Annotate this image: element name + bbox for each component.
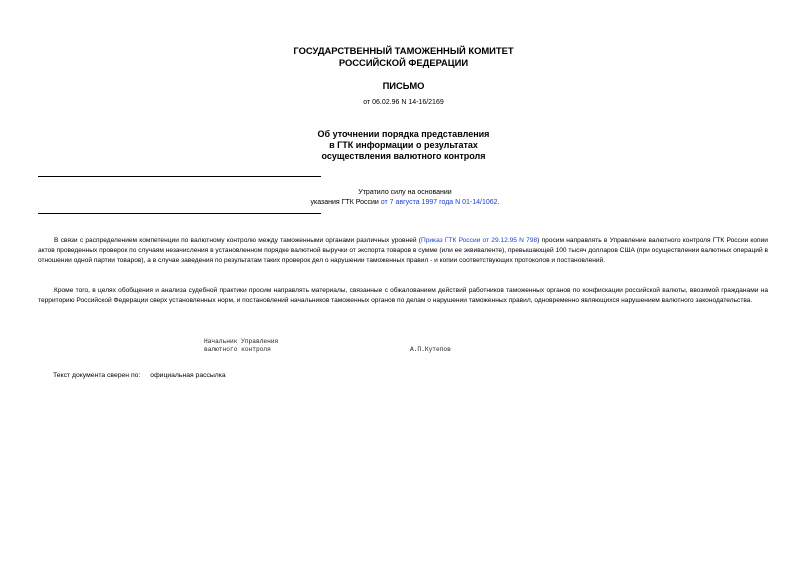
status-suffix: . (497, 198, 500, 206)
status-line2 (300, 198, 510, 208)
body-paragraph-2: Кроме того, в целях обобщения и анализа судебной практики просим направлять материалы, связанные с обжалованием действий работников таможенных органов по конфискации российской валюты, ввозимой гражданами на территорию Российской Федерации сверх установленных норм, и постановлений начальников таможенных органов по делам о нарушении таможенных правил, одновременно являющихся нарушением валютного законодательства. (38, 287, 768, 304)
footer-verification (53, 371, 226, 380)
status-line1: Утратило силу на основании (358, 189, 452, 196)
doc-type: ПИСЬМО (382, 80, 425, 91)
body-paragraph-1 (38, 236, 768, 266)
signature-position-line2: валютного контроля (204, 346, 271, 353)
p1-after: ) просим направлять в Управление валютного контроля ГТК России копии актов проведенных проверок по случаям незачисления в установленном порядке валютной выручки от экспорта товаров в сумме (или ее эквиваленте), превышающей 100 тысяч долларов США (при осуществлении валютных операций в отношении одной партии товаров), а в случае заведения по результатам таких проверок дел о нарушении таможенных правил - и копии соответствующих протоколов и постановлений. (38, 237, 768, 264)
status-link[interactable]: от 7 августа 1997 года N 01-14/1062 (380, 198, 498, 206)
footer-label: Текст документа сверен по: (53, 372, 141, 379)
signature-position-line1: Начальник Управления (204, 338, 279, 345)
doc-reference: от 06.02.96 N 14-16/2169 (363, 99, 444, 106)
divider-bottom (38, 213, 321, 214)
doc-title-line2: в ГТК информации о результатах (329, 140, 478, 150)
p1-link[interactable]: Приказ ГТК России от 29.12.95 N 798 (420, 237, 538, 244)
status-prefix: указания ГТК России (310, 198, 381, 206)
org-name-line1: ГОСУДАРСТВЕННЫЙ ТАМОЖЕННЫЙ КОМИТЕТ (293, 45, 514, 56)
doc-title-line3: осуществления валютного контроля (321, 151, 486, 161)
org-name-line2: РОССИЙСКОЙ ФЕДЕРАЦИИ (338, 57, 469, 68)
signature-name: А.П.Кутепов (410, 346, 451, 353)
status-note (300, 188, 510, 207)
doc-title-line1: Об уточнении порядка представления (317, 129, 490, 139)
divider-top (38, 176, 321, 177)
footer-source: официальная рассылка (150, 372, 226, 379)
p1-before: В связи с распределением компетенции по валютному контролю между таможенными органами различных уровней ( (54, 237, 421, 244)
